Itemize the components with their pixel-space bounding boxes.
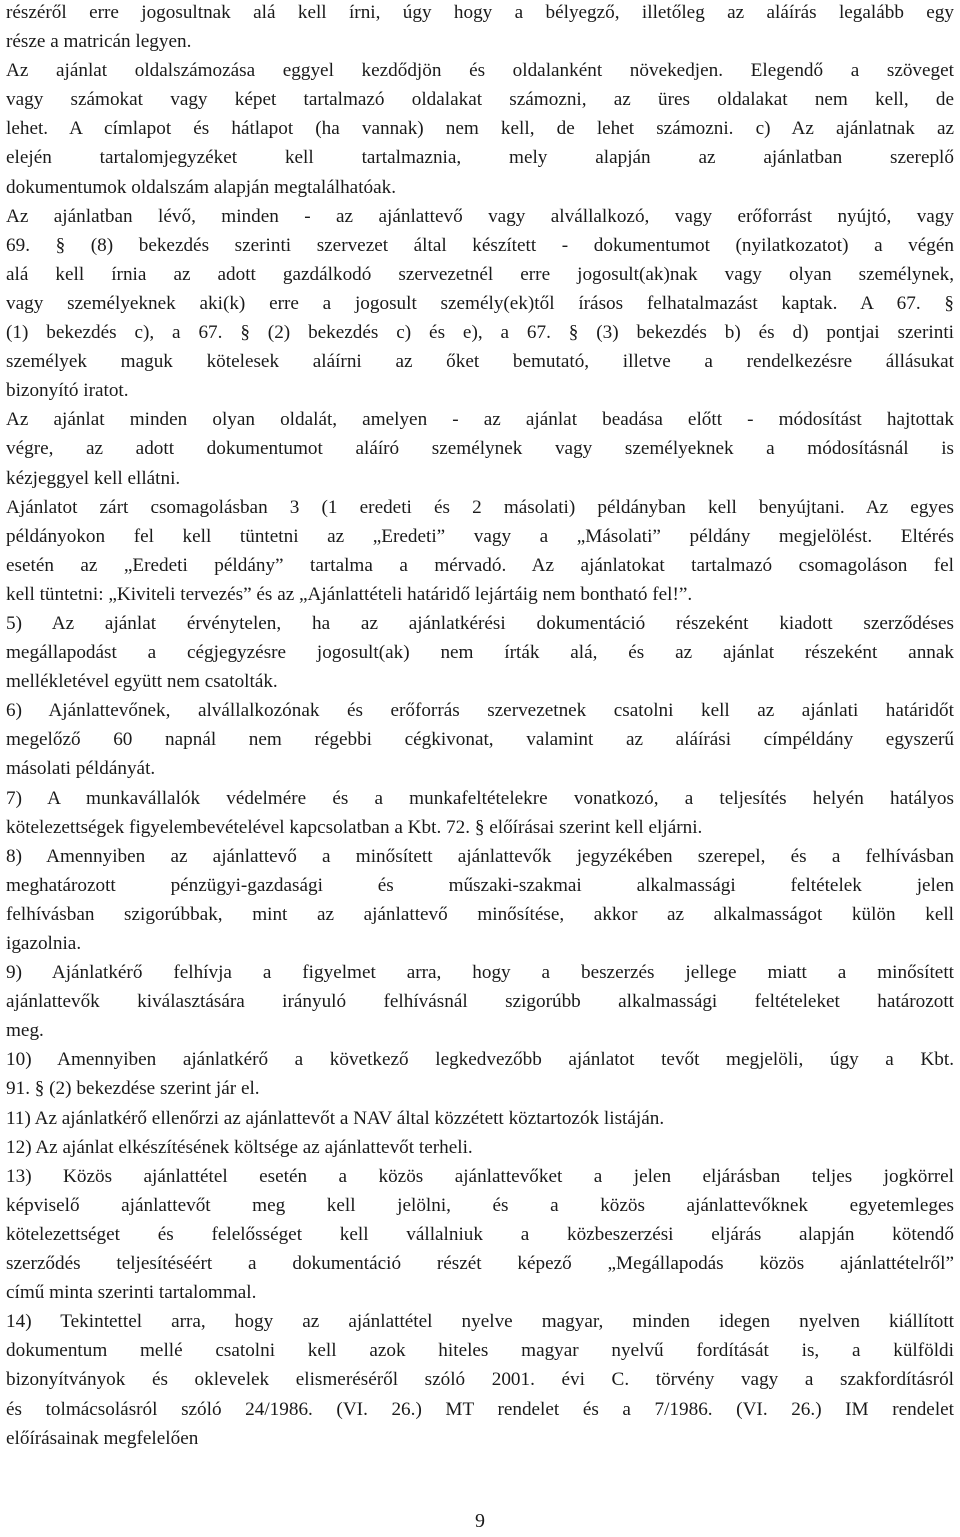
text-line: bizonyító iratot. [6, 380, 129, 402]
paragraph [6, 1133, 954, 1162]
text-line: 69. § (8) bekezdés szerinti szervezet által készített - dokumentumot (nyilatkozatot) a végén [6, 234, 954, 256]
paragraph [6, 1104, 954, 1133]
text-line: lehet. A címlapot és hátlapot (ha vannak) nem kell, de lehet számozni. c) Az ajánlatnak az [6, 118, 954, 140]
text-line: 14) Tekintettel arra, hogy az ajánlattétel nyelve magyar, minden idegen nyelven kiállított [6, 1311, 954, 1333]
text-line: és tolmácsolásról szóló 24/1986. (VI. 26.) MT rendelet és a 7/1986. (VI. 26.) IM rendelet [6, 1398, 954, 1420]
text-line: című minta szerinti tartalommal. [6, 1282, 257, 1304]
paragraph [6, 958, 954, 1045]
text-line: 5) Az ajánlat érvénytelen, ha az ajánlatkérési dokumentáció részeként kiadott szerződéses [6, 612, 954, 634]
text-line: felhívásban szigorúbbak, mint az ajánlattevő minősítése, akkor az alkalmasságot külön kell [6, 903, 954, 925]
text-line: Az ajánlatban lévő, minden - az ajánlattevő vagy alvállalkozó, vagy erőforrást nyújtó, vagy [6, 205, 954, 227]
text-line: részéről erre jogosultnak alá kell írni, úgy hogy a bélyegző, illetőleg az aláírás legalább egy [6, 2, 954, 23]
text-line: előírásainak megfelelően [6, 1427, 199, 1449]
text-line: meghatározott pénzügyi-gazdasági és műszaki-szakmai alkalmassági feltételek jelen [6, 874, 954, 896]
text-line: 13) Közös ajánlattétel esetén a közös ajánlattevőket a jelen eljárásban teljes jogkörrel [6, 1165, 954, 1187]
text-line: meg. [6, 1020, 44, 1042]
text-line: elején tartalomjegyzéket kell tartalmaznia, mely alapján az ajánlatban szereplő [6, 147, 954, 169]
text-line: esetén az „Eredeti példány” tartalma a mérvadó. Az ajánlatokat tartalmazó csomagoláson fel [6, 554, 954, 576]
text-line: 6) Ajánlattevőnek, alvállalkozónak és erőforrás szervezetnek csatolni kell az ajánlati határidőt [6, 700, 954, 722]
text-line: példányokon fel kell tüntetni az „Eredeti” vagy a „Másolati” példány megjelölést. Eltérés [6, 525, 954, 547]
text-line: vagy számokat vagy képet tartalmazó oldalakat számozni, az üres oldalakat nem kell, de [6, 89, 954, 111]
text-line: Az ajánlat minden olyan oldalát, amelyen - az ajánlat beadása előtt - módosítást hajtottak [6, 409, 954, 431]
text-line: 7) A munkavállalók védelmére és a munkafeltételekre vonatkozó, a teljesítés helyén hatályos [6, 787, 954, 809]
text-line: 91. § (2) bekezdése szerint jár el. [6, 1078, 260, 1100]
text-line: kötelezettséget és felelősséget kell vállalniuk a közbeszerzési eljárás alapján kötendő [6, 1223, 954, 1245]
text-line: dokumentum mellé csatolni kell azok hiteles magyar nyelvű fordítását is, a külföldi [6, 1340, 954, 1362]
text-line: 8) Amennyiben az ajánlattevő a minősített ajánlattevők jegyzékében szerepel, és a felhívásban [6, 845, 954, 867]
text-line: kézjeggyel kell ellátni. [6, 467, 181, 489]
text-line: kötelezettségek figyelembevételével kapcsolatban a Kbt. 72. § előírásai szerint kell eljárni. [6, 816, 703, 838]
text-line: igazolnia. [6, 933, 82, 954]
text-line: Az ajánlat oldalszámozása eggyel kezdődjön és oldalanként növekedjen. Elegendő a szöveget [6, 60, 954, 82]
text-line: 12) Az ajánlat elkészítésének költsége az ajánlattevőt terheli. [6, 1136, 473, 1158]
paragraph [6, 202, 954, 406]
paragraph [6, 0, 954, 56]
paragraph [6, 609, 954, 696]
paragraph [6, 696, 954, 783]
paragraph [6, 1045, 954, 1103]
paragraph [6, 1162, 954, 1307]
paragraph [6, 784, 954, 842]
page-number: 9 [475, 1510, 485, 1532]
text-line: személyek maguk kötelesek aláírni az őket bemutató, illetve a rendelkezésre állásukat [6, 351, 954, 373]
text-line: (1) bekezdés c), a 67. § (2) bekezdés c) és e), a 67. § (3) bekezdés b) és d) pontjai szerinti [6, 322, 954, 344]
text-line: 11) Az ajánlatkérő ellenőrzi az ajánlattevőt a NAV által közzétett köztartozók listáján. [6, 1107, 665, 1129]
text-line: alá kell írnia az adott gazdálkodó szervezetnél erre jogosult(ak)nak vagy olyan személynek, [6, 263, 954, 285]
document-body [6, 0, 954, 1453]
paragraph [6, 842, 954, 958]
text-line: része a matricán legyen. [6, 31, 192, 53]
text-line: szerződés teljesítéséért a dokumentáció részét képező „Megállapodás közös ajánlattételről” [6, 1253, 954, 1275]
paragraph [6, 1307, 954, 1452]
text-line: végre, az adott dokumentumot aláíró személynek vagy személyeknek a módosításnál is [6, 438, 954, 460]
text-line: ajánlattevők kiválasztására irányuló felhívásnál szigorúbb alkalmassági feltételeket határozott [6, 991, 954, 1013]
text-line: dokumentumok oldalszám alapján megtalálhatóak. [6, 176, 397, 198]
paragraph [6, 493, 954, 609]
text-line: 10) Amennyiben ajánlatkérő a következő legkedvezőbb ajánlatot tevőt megjelöli, úgy a Kbt. [6, 1049, 954, 1071]
text-line: megállapodást a cégjegyzésre jogosult(ak) nem írták alá, és az ajánlat részeként annak [6, 642, 954, 664]
paragraph [6, 56, 954, 201]
text-line: mellékletével együtt nem csatolták. [6, 671, 278, 693]
text-line: 9) Ajánlatkérő felhívja a figyelmet arra, hogy a beszerzés jellege miatt a minősített [6, 962, 954, 984]
text-line: vagy személyeknek aki(k) erre a jogosult személy(ek)től írásos felhatalmazást kaptak. A 67. § [6, 292, 954, 314]
text-line: megelőző 60 napnál nem régebbi cégkivonat, valamint az aláírási címpéldány egyszerű [6, 729, 954, 751]
text-line: képviselő ajánlattevőt meg kell jelölni, és a közös ajánlattevőknek egyetemleges [6, 1194, 954, 1216]
text-line: bizonyítványok és oklevelek elismeréséről szóló 2001. évi C. törvény vagy a szakfordításról [6, 1369, 954, 1391]
text-line: Ajánlatot zárt csomagolásban 3 (1 eredeti és 2 másolati) példányban kell benyújtani. Az egyes [6, 496, 954, 518]
text-line: másolati példányát. [6, 758, 156, 780]
paragraph [6, 405, 954, 492]
text-line: kell tüntetni: „Kiviteli tervezés” és az „Ajánlattételi határidő lejártáig nem bontható fel!”. [6, 583, 693, 605]
